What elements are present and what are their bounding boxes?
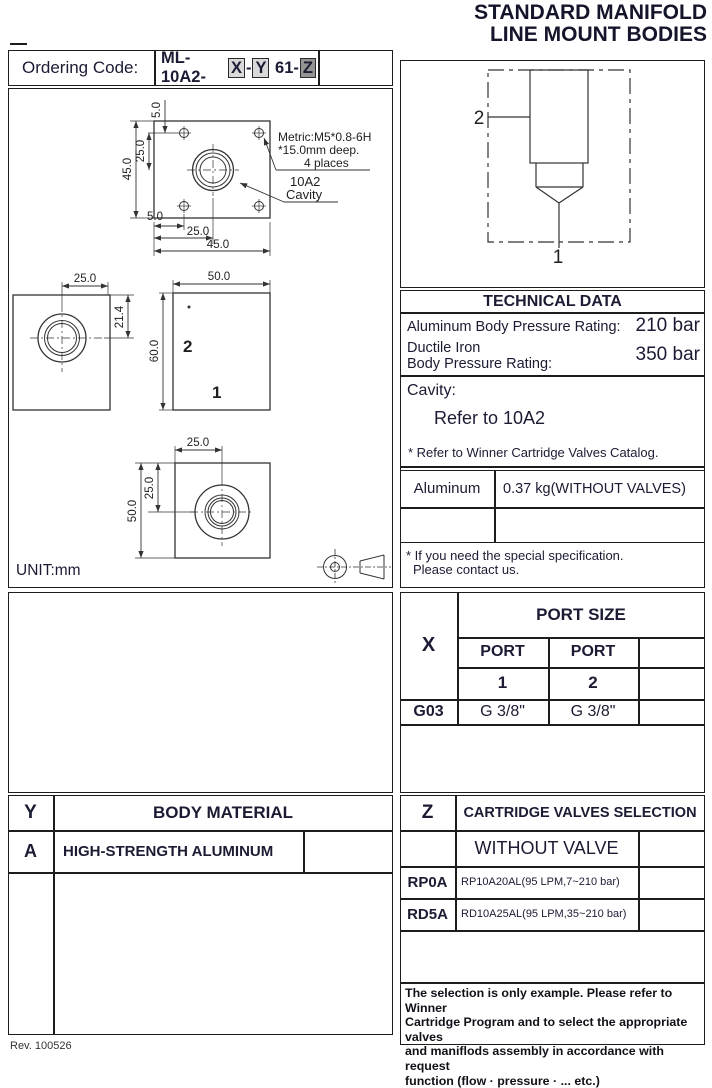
cavity-label: Cavity: [407, 382, 456, 399]
bm-hline-2 [8, 872, 393, 874]
code-prefix: ML-10A2- [161, 49, 206, 86]
iron-rating-value: 350 bar [635, 344, 700, 365]
port-col1-label: PORT [480, 643, 525, 660]
technical-data-title: TECHNICAL DATA [483, 292, 622, 310]
ordering-divider-right [318, 50, 320, 86]
empty-panel [8, 592, 393, 793]
port-size-key: X [421, 634, 436, 656]
cavity-catalog-note: * Refer to Winner Cartridge Valves Catalog. [408, 445, 659, 460]
cavity-note-line2: Cavity [286, 187, 323, 202]
ordering-code-label: Ordering Code: [22, 58, 139, 77]
port-hline-4 [400, 724, 705, 726]
front-port-1: 1 [212, 383, 222, 402]
dim-left-45: 45.0 [122, 157, 134, 181]
dim-front-50: 50.0 [207, 271, 231, 283]
bottom-view-drawing [135, 446, 270, 558]
weight-table-hline [400, 507, 705, 509]
side-view-drawing [13, 282, 134, 410]
code-y-box: Y [252, 58, 269, 78]
port-col2-label: PORT [570, 643, 616, 660]
metric-note-line3: 4 places [304, 156, 349, 170]
port-col1-num: 1 [497, 673, 508, 692]
dim-top-5: 5.0 [151, 102, 163, 118]
top-view-annotations [278, 130, 371, 202]
selection-note [405, 986, 701, 1088]
dim-side-214: 21.4 [114, 305, 126, 329]
selection-note-line2: Cartridge Program and to select the appropriate valves [405, 1015, 688, 1044]
aluminum-rating-label: Aluminum Body Pressure Rating: [407, 319, 621, 335]
cv-vline-right [638, 830, 640, 930]
without-valve-label: WITHOUT VALVE [474, 837, 619, 858]
port-row-port2: G 3/8" [570, 702, 616, 720]
special-note-line1: * If you need the special specification. [406, 548, 624, 563]
iron-rating-label-2: Body Pressure Rating: [407, 356, 553, 372]
code-mid: 61- [270, 58, 299, 77]
selection-note-line1: The selection is only example. Please refer to Winner [405, 986, 673, 1015]
code-x-box: X [228, 58, 245, 78]
dim-front-60: 60.0 [149, 339, 161, 363]
port-row-port1: G 3/8" [480, 702, 525, 720]
front-view-labels [149, 271, 230, 402]
cartridge-header: CARTRIDGE VALVES SELECTION [463, 804, 697, 821]
page-title [474, 2, 707, 47]
metric-note-line2: *15.0mm deep. [278, 143, 360, 157]
selection-note-line3: and maniflods assembly in accordance with request [405, 1044, 664, 1073]
special-note-line2: Please contact us. [413, 562, 520, 577]
body-material-row-value: HIGH-STRENGTH ALUMINUM [63, 842, 274, 860]
iron-rating-label-1: Ductile Iron [407, 340, 481, 356]
schematic-port-2: 2 [473, 108, 485, 129]
cavity-schematic [400, 60, 705, 288]
bm-vline-right [303, 830, 305, 872]
top-view-drawing [130, 100, 370, 256]
aluminum-rating-value: 210 bar [635, 315, 700, 336]
cv-hline-5 [400, 982, 705, 984]
dim-bottom-5: 5.0 [147, 211, 163, 223]
dim-bot-25t: 25.0 [186, 437, 210, 449]
third-angle-projection-icon [317, 549, 391, 585]
revision-footer: Rev. 100526 [10, 1040, 72, 1052]
cartridge-row1-code: RP0A [407, 873, 448, 891]
title-line-1: STANDARD MANIFOLD [474, 1, 707, 24]
metric-note-line1: Metric:M5*0.8-6H [278, 130, 372, 144]
dim-bot-25l: 25.0 [144, 476, 156, 500]
cv-hline-4 [400, 930, 705, 932]
cartridge-row2-desc: RD10A25AL(95 LPM,35~210 bar) [461, 908, 627, 920]
code-z-box: Z [300, 58, 316, 78]
side-view-dimensions [74, 273, 126, 328]
dim-bottom-45: 45.0 [206, 239, 230, 251]
port-row-code: G03 [413, 702, 444, 720]
body-material-row-code: A [24, 840, 37, 861]
dim-left-25: 25.0 [135, 139, 147, 163]
weight-value: 0.37 kg(WITHOUT VALVES) [503, 480, 686, 497]
dim-bottom-25: 25.0 [186, 226, 210, 238]
body-material-header: BODY MATERIAL [152, 802, 294, 822]
port-col2-num: 2 [588, 673, 598, 692]
cavity-note-line1: 10A2 [290, 174, 321, 189]
front-port-2: 2 [183, 337, 193, 356]
dim-bot-50l: 50.0 [127, 499, 139, 523]
unit-label: UNIT:mm [16, 562, 81, 579]
cartridge-row1-desc: RP10A20AL(95 LPM,7~210 bar) [461, 876, 620, 888]
port-size-header: PORT SIZE [536, 604, 626, 624]
weight-table-topline [400, 466, 705, 468]
ordering-code-value [161, 50, 317, 86]
selection-note-line4: function (flow · pressure · ... etc.) [405, 1073, 600, 1088]
dimension-drawings [8, 88, 393, 588]
cavity-value: Refer to 10A2 [434, 408, 546, 428]
cartridge-key: Z [421, 801, 434, 823]
technical-divider [400, 375, 705, 377]
code-sep: - [245, 58, 252, 77]
port-vline-2 [638, 637, 640, 724]
ordering-divider-left [154, 50, 156, 86]
cartridge-row2-code: RD5A [407, 905, 448, 923]
dim-side-25: 25.0 [73, 273, 97, 285]
body-material-key: Y [24, 801, 37, 823]
corner-mark [10, 43, 27, 45]
title-line-2: LINE MOUNT BODIES [489, 23, 707, 47]
schematic-port-1: 1 [552, 247, 564, 268]
weight-material: Aluminum [413, 480, 481, 497]
